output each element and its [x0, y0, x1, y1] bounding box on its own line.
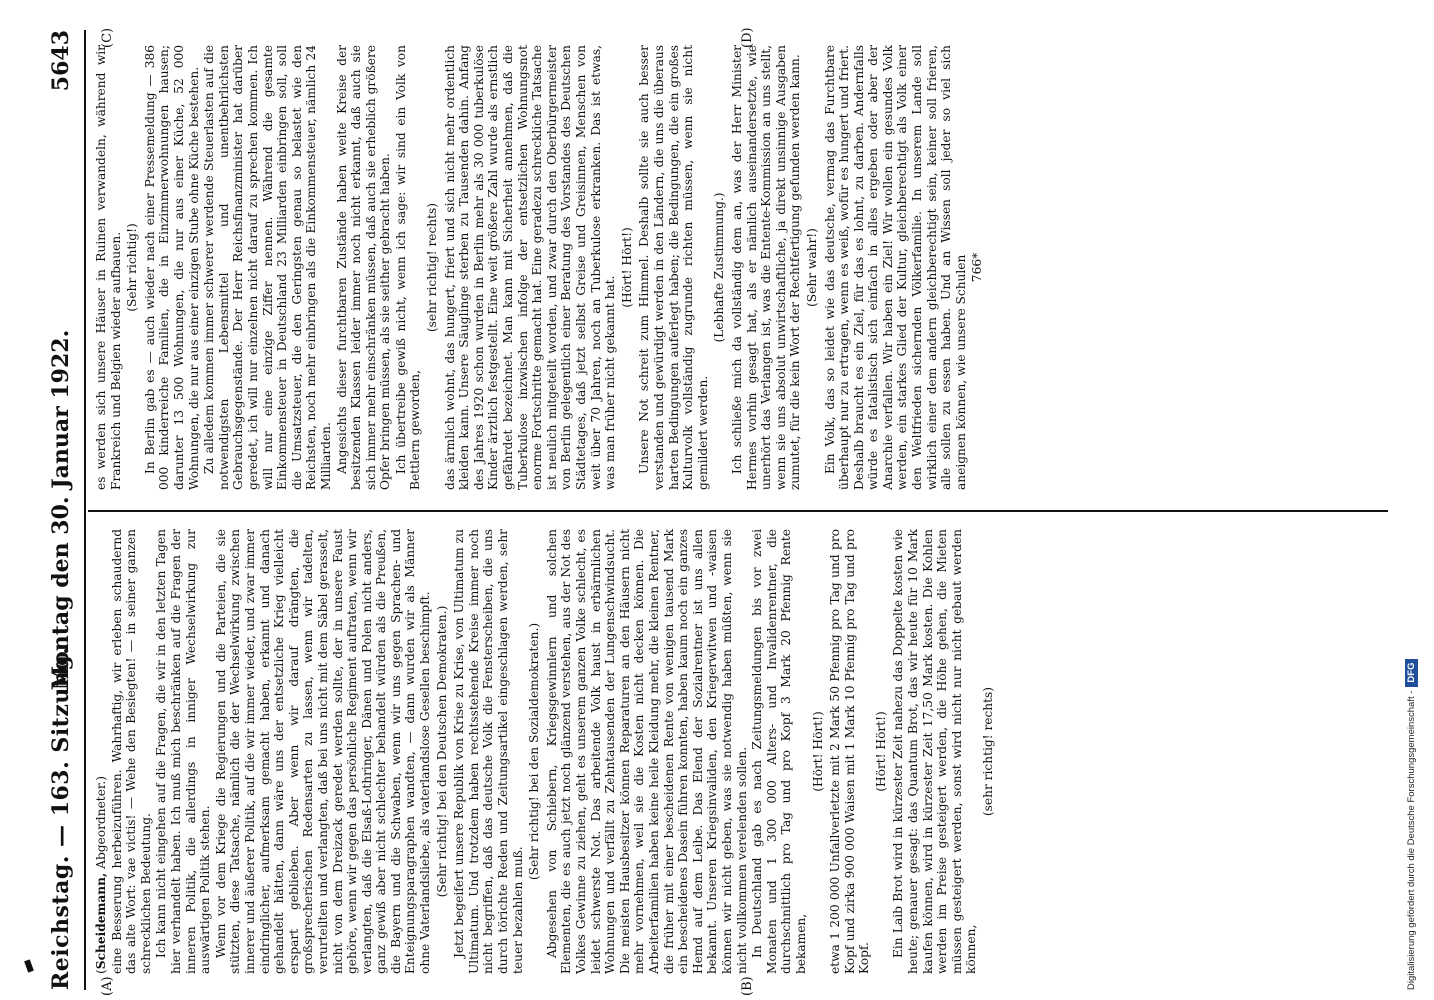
interjection: (Sehr richtig! bei den Deutschen Demokraten.) [434, 605, 449, 898]
interjection: (Hört! Hört!) [619, 227, 634, 308]
interjection: (sehr richtig! rechts) [981, 686, 996, 817]
credit-text: Digitalisierung gefördert durch die Deutsche Forschungsgemeinschaft - [1406, 690, 1417, 990]
interjection: (Sehr richtig! bei den Sozialdemokraten.) [527, 622, 542, 881]
paragraph: eine Besserung herbeizuführen. Wahrhaftig, wir erleben schaudernd das alte Wort: vae victis! — Wehe den Besiegten! — in seiner ganzen schrecklichen Bedeutung. [109, 529, 153, 974]
margin-marker-c: (C) [100, 27, 115, 48]
digitization-credit [1405, 0, 1418, 990]
paragraph: Ich übertreibe gewiß nicht, wenn ich sage: wir sind ein Volk von Bettlern geworden, [393, 45, 423, 490]
interjection: (Hört! Hört!) [873, 711, 888, 792]
column-left [94, 529, 999, 974]
paragraph: Jetzt begeifert unsere Republik von Krise zu Krise, von Ultimatum zu Ultimatum. Und trotzdem haben rechtsstehende Kreise immer noch nicht begriffen, daß das deutsche Volk die Fensterscheiben, die uns durch törichte Reden und Zeitungsartikel eingeschlagen werden, sehr teuer bezahlen muß. [452, 529, 525, 974]
page-number: 5643 [48, 30, 74, 92]
sheet-signature: 766* [970, 252, 985, 283]
margin-marker-a: (A) [100, 976, 115, 996]
paragraph: etwa 1 200 000 Unfallverletzte mit 2 Mark 50 Pfennig pro Tag und pro Kopf und zirka 900 000 Waisen mit 1 Mark 10 Pfennig pro Tag und pro Kopf. [828, 529, 872, 974]
header-rule [84, 30, 86, 990]
interjection: (Lebhafte Zustimmung.) [712, 192, 727, 343]
margin-marker-d: (D) [740, 27, 755, 48]
speaker-role: Abgeordneter. [94, 780, 108, 869]
paragraph: Unsere Not schreit zum Himmel. Deshalb sollte sie auch besser verstanden und gewürdigt werden in den Ländern, die uns die überaus harten Bedingungen auferlegt haben; die Bedingungen, die ein großes Kulturvolk vollständig zugrunde richten müssen, wenn sie nicht gemildert werden. [637, 45, 710, 490]
page-header [40, 30, 84, 990]
paragraph: Ich kann nicht eingehen auf die Fragen, die wir in den letzten Tagen hier verhandelt haben. Ich muß mich beschränken auf die Fragen der inneren Politik, die allerdings in inniger Wechselwirkung zur auswärtigen Politik stehen. [154, 529, 213, 974]
column-divider [88, 510, 1388, 512]
paragraph: In Berlin gab es — auch wieder nach einer Pressemeldung — 386 000 kinderreiche Familien, die in Einzimmerwohnungen hausen; darunter 13 500 Wohnungen, die nur aus einer Küche, 52 000 Wohnungen, die nur aus einer einzigen Stube ohne Küche bestehen. [142, 45, 201, 490]
header-session: Reichstag. — 163. Sitzung. [48, 646, 74, 990]
paragraph: In Deutschland gab es nach Zeitungsmeldungen bis vor zwei Monaten und 1 300 000 Alters- und Invalidenrentner, die durchschnittlich pro Tag und pro Kopf 3 Mark 20 Pfennig Rente bekamen, [750, 529, 808, 974]
paragraph: es werden sich unsere Häuser in Ruinen verwandeln, während wir Frankreich und Belgien wieder aufbauen. [94, 45, 123, 490]
scan-mark [24, 959, 34, 972]
speaker-name: Scheidemann, [94, 872, 108, 970]
interjection: (sehr richtig! rechts) [425, 202, 440, 333]
paragraph: Ein Volk, das so leidet wie das deutsche, vermag das Furchtbare überhaupt nur zu ertragen, wenn es weiß, wofür es hungert und friert. Deshalb braucht es ein Ziel, für das es lohnt, zu darben. Andernfalls würde es fatalistisch sich einfach in alles ergeben oder aber der Anarchie verfallen. Wir haben ein Ziel! Wir wollen ein gesundes Volk werden, ein starkes Glied der Kultur, gleichberechtigt als Volk einer den Weltfrieden sichernden Völkerfamilie. In unserem Lande soll wirklich einer dem andern gleichberechtigt sein, keiner soll frieren, alle sollen zu essen haben. Und an Wissen soll jeder so viel sich aneignen können, wie unsere Schulen [822, 45, 968, 490]
paragraph: Angesichts dieser furchtbaren Zustände haben weite Kreise der besitzenden Klassen leider immer noch nicht erkannt, daß auch sie sich immer mehr einschränken müssen, daß auch sie erheblich größere Opfer bringen müssen, als sie seither gebracht haben. [334, 45, 393, 490]
rotated-page-content [40, 27, 1400, 996]
interjection: (Sehr richtig!) [125, 223, 140, 312]
paragraph: das ärmlich wohnt, das hungert, friert und sich nicht mehr ordentlich kleiden kann. Unsere Säuglinge sterben zu Tausenden dahin. Anfang des Jahres 1920 schon wurden in Berlin mehr als 30 000 tuberkulöse Kinder ärztlich festgestellt. Eine weit größere Zahl wurde als ernstlich gefährdet bezeichnet. Man kann mit Sicherheit annehmen, daß die Tuberkulose inzwischen infolge der entsetzlichen Wohnungsnot enorme Fortschritte gemacht hat. Eine geradezu schreckliche Tatsache ist neulich mitgeteilt worden, und zwar durch den Oberbürgermeister von Berlin gelegentlich einer Beratung des Vorstandes des Deutschen Städtetages, daß jetzt selbst Greise und Greisinnen, Menschen von weit über 70 Jahren, noch an Tuberkulose erkranken. Das ist etwas, was man früher nicht gekannt hat. [442, 45, 618, 490]
paragraph: Zu alledem kommen immer schwerer werdende Steuerlasten auf die notwendigsten Lebensmittel und unentbehrlichsten Gebrauchsgegenstände. Der Herr Reichsfinanzminister hat darüber geredet, ich will nur einzelnen nicht darauf zu sprechen kommen. Ich will nur eine einzige Ziffer nennen. Während die gesamte Einkommensteuer in Deutschland 23 Milliarden einbringen soll, soll die Umsatzsteuer, die den Geringsten genau so belastet wie den Reichsten, noch mehr einbringen als die Einkommensteuer, nämlich 24 Milliarden. [202, 45, 333, 490]
header-date: Montag den 30. Januar 1922. [48, 329, 74, 691]
column-right [94, 45, 988, 490]
speaker-line: (Scheidemann, Abgeordneter.) [94, 775, 108, 974]
dfg-logo: DFG [1405, 659, 1418, 687]
paragraph: Ich schließe mich da vollständig dem an, was der Herr Minister Hermes vorhin gesagt hat, als er nämlich auseinandersetzte, wie unerhört das Verlangen ist, was die Entente-Kommission an uns stellt, wenn sie uns absolut unwirtschaftliche, ja direkt unsinnige Ausgaben zumutet, für die kein Wort der Rechtfertigung gefunden werden kann. [729, 45, 803, 490]
interjection: (Hört! Hört!) [810, 711, 825, 792]
interjection: (Sehr wahr!) [804, 228, 819, 307]
paragraph: Ein Laib Brot wird in kürzester Zeit nahezu das Doppelte kosten wie heute; genauer gesagt: das Quantum Brot, das wir heute für 10 Mark kaufen können, wird in kürzester Zeit 17,50 Mark kosten. Die Kohlen werden im Preise gesteigert werden, die Höhe gehen, die Mieten müssen gesteigert werden, sonst wird nicht nur nicht gebaut werden können, [891, 529, 979, 974]
paragraph: Wenn vor dem Kriege die Regierungen und die Parteien, die sie stützten, diese Tatsache, nämlich die der Wechselwirkung zwischen innerer und äußerer Politik, auf die wir immer wieder, und zwar immer eindringlicher, aufmerksam gemacht haben, erkannt und danach gehandelt hätten, dann wäre uns der entsetzliche Krieg vielleicht erspart geblieben. Aber wenn wir darauf drängten, die großsprecherischen Redensarten zu lassen, wenn wir tadelten, verurteilten und verlangten, daß bei uns nicht mit dem Säbel gerasselt, nicht von dem Dreizack geredet werden sollte, der in unsere Faust gehöre, wenn wir gegen das persönliche Regiment auftraten, wenn wir verlangten, daß die Elsaß-Lothringer, Dänen und Polen nicht anders, ganz gewiß aber nicht schlechter behandelt würden als die Preußen, die Bayern und die Schwaben, wenn wir uns gegen Sprachen- und Enteignungsparagraphen wandten, — dann wurden wir als Männer ohne Vaterlandsliebe, als vaterlandslose Gesellen beschimpft. [213, 529, 433, 974]
margin-marker-b: (B) [740, 976, 755, 996]
paragraph: Abgesehen von Schiebern, Kriegsgewinnlern und solchen Elementen, die es auch jetzt noch glänzend verstehen, aus der Not des Volkes Gewinne zu ziehen, geht es unserem ganzen Volke schlecht, es leidet schwerste Not. Das arbeitende Volk haust in erbärmlichen Wohnungen und verfällt zu Zehntausenden der Lungenschwindsucht. Die meisten Hausbesitzer können Reparaturen an den Häusern nicht mehr vornehmen, weil sie die Kosten nicht decken können. Die Arbeiterfamilien haben keine heile Kleidung mehr, die kleinen Rentner, die früher mit einer bescheidenen Rente von wenigen tausend Mark ein bescheidenes Dasein führen konnten, haben kaum noch ein ganzes Hemd auf dem Leibe. Das Elend der Sozialrentner ist uns allen bekannt. Unseren Kriegsinvaliden, den Kriegerwitwen und -waisen können wir nicht geben, was sie notwendig haben müßten, wenn sie nicht vollkommen verelenden sollen. [544, 529, 749, 974]
